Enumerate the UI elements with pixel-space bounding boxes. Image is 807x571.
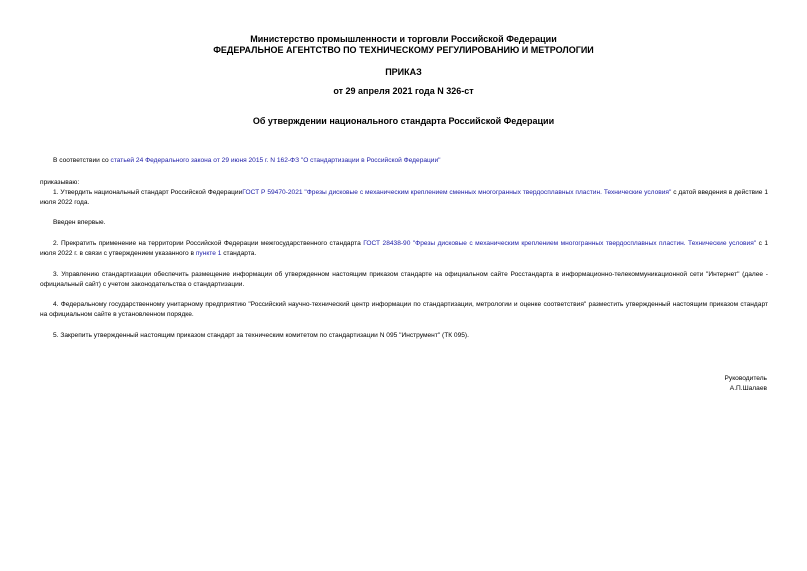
p2-post-text: стандарта. (221, 250, 257, 257)
ministry-name: Министерство промышленности и торговли Российской Федерации (250, 34, 557, 44)
first-time-note (40, 218, 768, 228)
intro-text: В соответствии со (53, 157, 111, 164)
orders-label (40, 178, 768, 188)
paragraph-5 (40, 331, 768, 341)
paragraph-1 (40, 188, 768, 208)
document-type: ПРИКАЗ (385, 67, 422, 77)
paragraph-3 (40, 270, 768, 290)
p3-text: 3. Управлению стандартизации обеспечить размещение информации об утвержденном настоящим приказом стандарте на официальном сайте Росстандарта в информационно-телекоммуникационной сети "Интернет" (далее - официальный сайт) с учетом законодательства о стандартизации. (40, 271, 768, 288)
gost-r-59470-link[interactable]: ГОСТ Р 59470-2021 "Фрезы дисковые с механическим креплением сменных многогранных твердосплавных пластин. Технические условия" (242, 189, 672, 196)
p1-post-text: с датой введения в действие 1 июля 2022 года. (40, 189, 768, 206)
document-date-number: от 29 апреля 2021 года N 326-ст (333, 86, 474, 96)
paragraph-2 (40, 239, 768, 259)
intro-paragraph (40, 156, 768, 166)
p4-text: 4. Федеральному государственному унитарному предприятию "Российский научно-технический центр информации по стандартизации, метрологии и оценке соответствия" разместить утвержденный настоящим приказом стандарт на официальном сайте в установленном порядке. (40, 301, 768, 318)
signature-block (725, 374, 767, 394)
document-subject: Об утверждении национального стандарта Российской Федерации (252, 116, 555, 126)
signature-title: Руководитель (724, 375, 767, 382)
document-header (0, 34, 807, 56)
point-1-link[interactable]: пункте 1 (195, 250, 222, 257)
p1-text: 1. Утвердить национальный стандарт Российской Федерации (53, 189, 243, 196)
signature-name: А.П.Шалаев (729, 385, 767, 392)
p2-mid-text: с 1 июля 2022 г. в связи с утверждением указанного в (40, 240, 768, 257)
p5-text: 5. Закрепить утвержденный настоящим приказом стандарт за техническим комитетом по стандартизации N 095 "Инструмент" (ТК 095). (53, 332, 469, 339)
paragraph-4 (40, 300, 768, 320)
federal-law-link[interactable]: статьей 24 Федерального закона от 29 июня 2015 г. N 162-ФЗ "О стандартизации в Российской Федерации" (110, 157, 441, 164)
orders-text: приказываю: (40, 179, 80, 186)
p2-text: 2. Прекратить применение на территории Российской Федерации межгосударственного стандарта (53, 240, 364, 247)
first-time-text: Введен впервые. (53, 219, 106, 226)
agency-name: ФЕДЕРАЛЬНОЕ АГЕНТСТВО ПО ТЕХНИЧЕСКОМУ РЕГУЛИРОВАНИЮ И МЕТРОЛОГИИ (213, 45, 594, 55)
gost-28438-link[interactable]: ГОСТ 28438-90 "Фрезы дисковые с механическим креплением многогранных твердосплавных пластин. Технические условия" (363, 240, 757, 247)
